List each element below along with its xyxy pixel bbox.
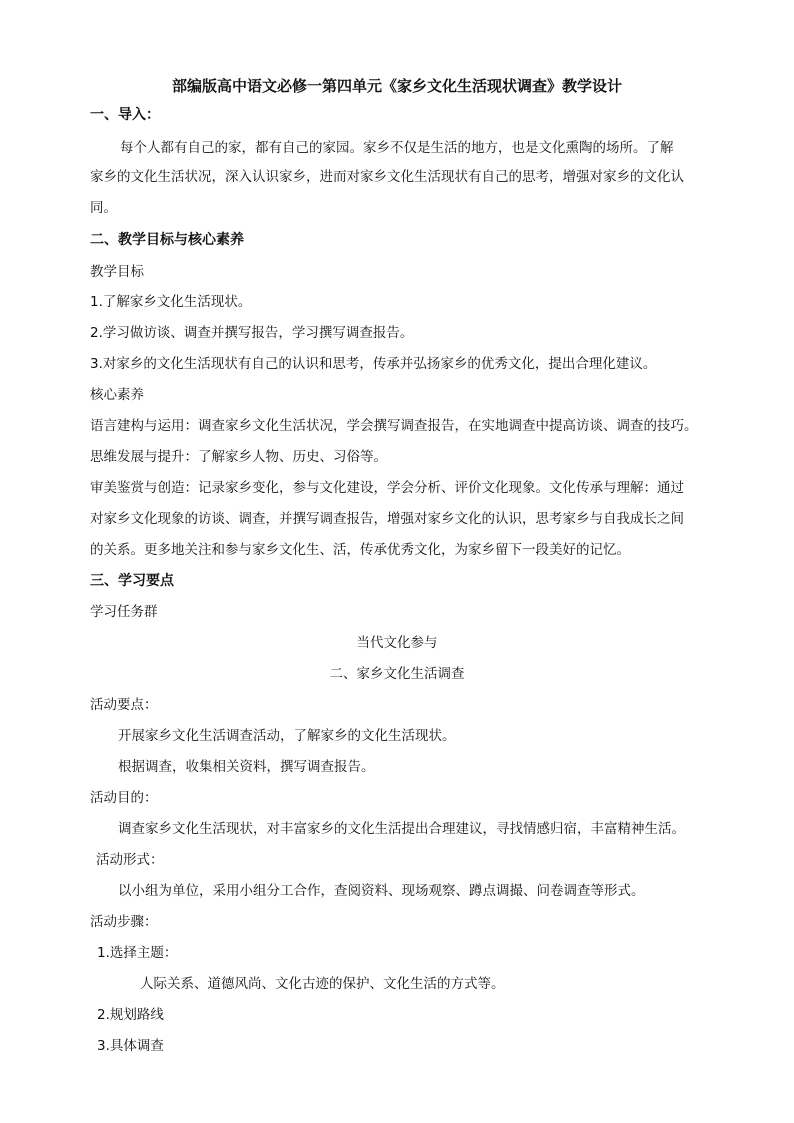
centered-heading-2: 二、家乡文化生活调查 <box>329 666 465 682</box>
step-item-1: 1.选择主题： <box>97 945 178 961</box>
document-title: 部编版高中语文必修一第四单元《家乡文化生活现状调查》教学设计 <box>171 77 622 95</box>
purpose-text: 调查家乡文化生活现状，对丰富家乡的文化生活提出合理建议，寻找情感归宿，丰富精神生活。 <box>118 821 685 837</box>
intro-line-3: 同。 <box>90 200 117 216</box>
form-text: 以小组为单位，采用小组分工合作，查阅资料、现场观察、蹲点调撮、问卷调查等形式。 <box>118 883 645 899</box>
section-heading-key-points: 三、学习要点 <box>90 573 174 589</box>
intro-line-2: 家乡的文化生活状况，深入认识家乡，进而对家乡文化生活现状有自己的思考，增强对家乡的文化认 <box>90 169 684 185</box>
goal-item-1: 1.了解家乡文化生活现状。 <box>90 294 252 310</box>
point-item-2: 根据调查，收集相关资料，撰写调查报告。 <box>118 759 375 775</box>
centered-heading-1: 当代文化参与 <box>356 635 438 651</box>
core-item-3-line-1: 审美鉴赏与创造：记录家乡变化，参与文化建设，学会分析、评价文化现象。文化传承与理解：通过 <box>90 480 684 496</box>
step-item-2: 2.规划路线 <box>97 1007 164 1023</box>
core-item-3-line-2: 对家乡文化现象的访谈、调查，并撰写调查报告，增强对家乡文化的认识，思考家乡与自我成长之间 <box>90 511 684 527</box>
goal-item-3: 3.对家乡的文化生活现状有自己的认识和思考，传承并弘扬家乡的优秀文化，提出合理化建议。 <box>90 356 657 372</box>
goal-item-2: 2.学习做访谈、调查并撰写报告，学习撰写调查报告。 <box>90 325 414 341</box>
goals-label: 教学目标 <box>90 264 144 280</box>
point-item-1: 开展家乡文化生活调查活动，了解家乡的文化生活现状。 <box>118 728 456 744</box>
core-label: 核心素养 <box>90 387 144 403</box>
section-heading-intro: 一、导入： <box>90 107 160 123</box>
step-item-1-detail: 人际关系、道德风尚、文化古迹的保护、文化生活的方式等。 <box>140 976 505 992</box>
steps-label: 活动步骤： <box>90 914 158 930</box>
core-item-1: 语言建构与运用：调查家乡文化生活状况，学会撰写调查报告，在实地调查中提高访谈、调查的技巧。 <box>90 418 698 434</box>
task-group-label: 学习任务群 <box>90 604 158 620</box>
purpose-label: 活动目的： <box>90 790 158 806</box>
core-item-3-line-3: 的关系。更多地关注和参与家乡文化生、活，传承优秀文化，为家乡留下一段美好的记忆。 <box>90 542 630 558</box>
points-label: 活动要点： <box>90 697 158 713</box>
form-label: 活动形式： <box>96 852 164 868</box>
step-item-3: 3.具体调查 <box>97 1038 164 1054</box>
intro-line-1: 每个人都有自己的家，都有自己的家园。家乡不仅是生活的地方，也是文化熏陶的场所。了解 <box>120 140 674 156</box>
section-heading-goals: 二、教学目标与核心素养 <box>90 232 244 248</box>
core-item-2: 思维发展与提升：了解家乡人物、历史、习俗等。 <box>90 449 387 465</box>
